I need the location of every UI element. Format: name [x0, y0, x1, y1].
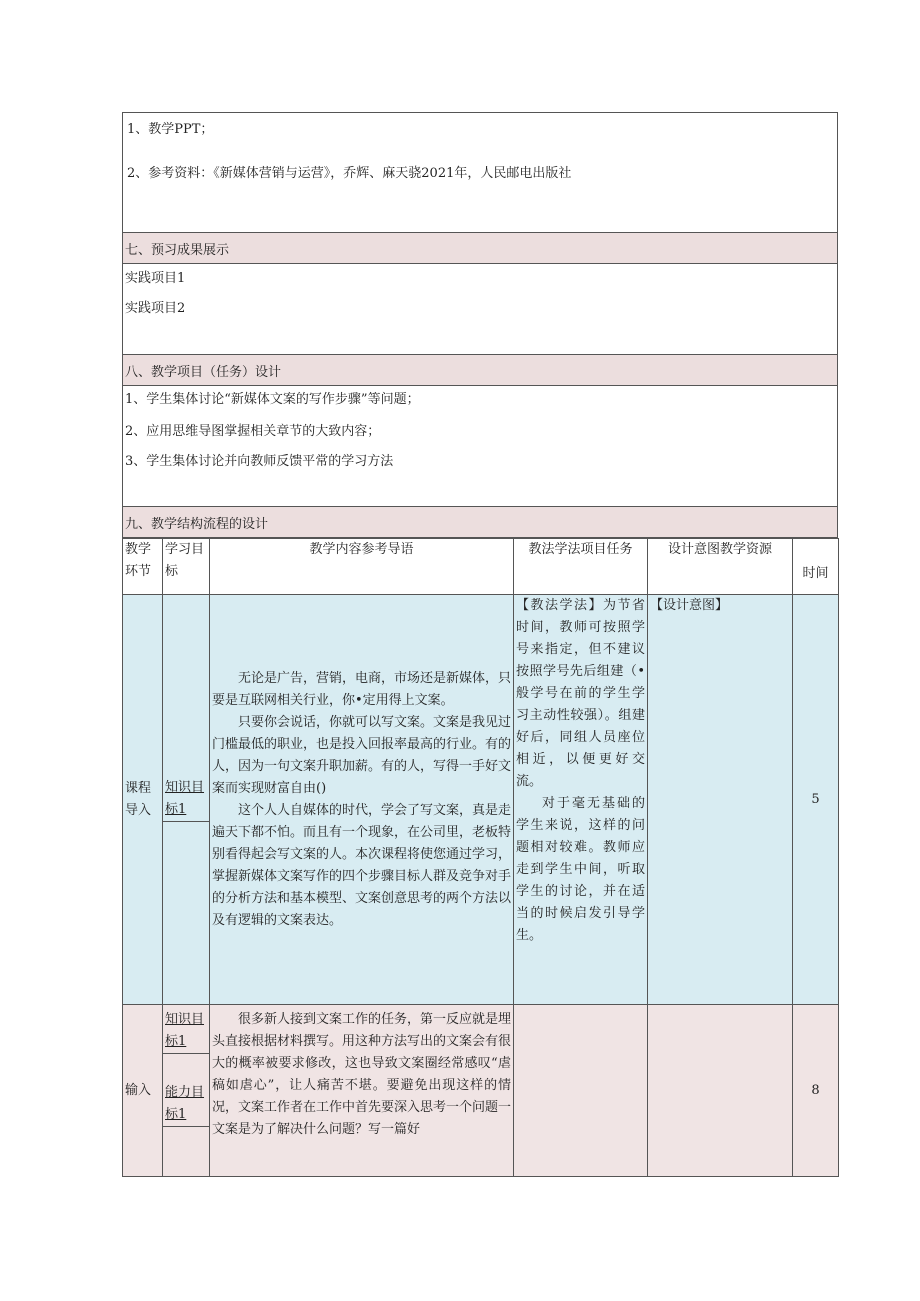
- task-line-2: 2、应用思维导图掌握相关章节的大致内容；: [125, 424, 381, 439]
- resource-line-1: 1、教学PPT；: [127, 122, 214, 137]
- row1-time: 5: [793, 595, 839, 1005]
- row2-content-para-1: 很多新人接到文案工作的任务，第一反应就是埋头直接根据材料撰写。用这种方法写出的文案会有很大的概率被要求修改，这也导致文案圈经常感叹“虐稿如虐心”，让人痛苦不堪。要避免出现这样的情况，文案工作者在工作中首先要深入思考一个问题一文案是为了解决什么问题？写一篇好: [212, 1012, 512, 1137]
- table-row: [123, 595, 839, 1005]
- row1-phase: 课程导入: [123, 595, 163, 1005]
- header-goal: 学习目标: [163, 539, 210, 595]
- row1-method-para-2: 对于毫无基础的学生来说，这样的问题相对较难。教师应走到学生中间，听取学生的讨论，并在适当的时候启发引导学生。: [516, 796, 645, 943]
- row2-goal-1: 知识目标1: [163, 1005, 209, 1054]
- row2-content: [210, 1005, 514, 1177]
- header-design: 设计意图教学资源: [648, 539, 793, 595]
- header-method: 教法学法项目任务: [514, 539, 648, 595]
- header-content: 教学内容参考导语: [210, 539, 514, 595]
- section9-title: 九、教学结构流程的设计: [125, 517, 269, 532]
- section8-header: [122, 355, 838, 386]
- row2-goals: [163, 1005, 210, 1177]
- flow-table-header-row: [123, 539, 839, 595]
- document-sheet: [122, 112, 838, 1177]
- row1-content-para-2: 只要你会说话，你就可以写文案。文案是我见过门槛最低的职业，也是投入回报率最高的行业。有的人，因为一句文案升职加薪。有的人，写得一手好文案而实现财富自由(): [212, 714, 512, 796]
- row2-design: [648, 1005, 793, 1177]
- row1-content-para-3: 这个人人自媒体的时代，学会了写文案，真是走遍天下都不怕。而且有一个现象，在公司里，老板特别看得起会写文案的人。本次课程将使您通过学习，掌握新媒体文案写作的四个步骤目标人群及竞争对手的分析方法和基本模型、文案创意思考的两个方法以及有逻辑的文案表达。: [212, 802, 512, 928]
- section8-title: 八、教学项目（任务）设计: [125, 365, 282, 380]
- row1-design: 【设计意图】: [648, 595, 793, 1005]
- row1-content-para-1: 无论是广告，营销，电商，市场还是新媒体，只要是互联网相关行业，你•定用得上文案。: [212, 670, 512, 708]
- practice-item-2: 实践项目2: [125, 301, 186, 316]
- resources-section: [122, 112, 838, 233]
- task-line-1: 1、学生集体讨论“新媒体文案的写作步骤”等问题；: [125, 392, 420, 407]
- practice-item-1: 实践项目1: [125, 271, 186, 286]
- section7-header: [122, 233, 838, 264]
- row1-goals: [163, 595, 210, 1005]
- row1-content: [210, 595, 514, 1005]
- section7-body: [122, 264, 838, 355]
- row2-method: [514, 1005, 648, 1177]
- header-time: 时间: [793, 539, 839, 595]
- row2-goal-2: 能力目标1: [163, 1082, 209, 1127]
- section7-title: 七、预习成果展示: [125, 243, 230, 258]
- section9-header: [122, 507, 838, 538]
- table-row: [123, 1005, 839, 1177]
- row1-goal-1: 知识目标1: [163, 777, 209, 822]
- row2-time: 8: [793, 1005, 839, 1177]
- row1-method: [514, 595, 648, 1005]
- resource-line-2: 2、参考资料：《新媒体营销与运营》，乔辉、麻天骁2021年，人民邮电出版社: [127, 166, 572, 181]
- row1-method-para-1: 【教法学法】为节省时间，教师可按照学号来指定，但不建议按照学号先后组建（•般学号在前的学生学习主动性较强）。组建好后，同组人员座位相近，以便更好交流。: [516, 598, 645, 789]
- flow-table: [122, 538, 839, 1177]
- row2-phase: 输入: [123, 1005, 163, 1177]
- task-line-3: 3、学生集体讨论并向教师反馈平常的学习方法: [125, 454, 394, 469]
- header-phase: 教学环节: [123, 539, 163, 595]
- section8-body: [122, 386, 838, 507]
